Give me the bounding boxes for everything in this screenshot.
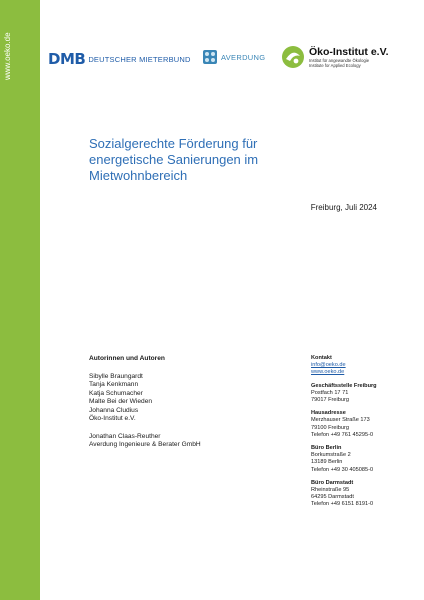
author-affiliation: Öko-Institut e.V. [89,415,136,422]
document-date: Freiburg, Juli 2024 [310,203,377,212]
office-line: Borkumstraße 2 [311,452,351,459]
oeko-logo-name: Öko-Institut e.V. [309,45,389,58]
title-line: Mietwohnbereich [89,168,188,183]
oeko-logo [280,44,389,70]
averdung-logo-text: AVERDUNG [221,52,266,62]
office-line: Postfach 17 71 [311,389,349,396]
document-title [89,136,319,184]
authors-heading: Autorinnen und Autoren [89,355,165,362]
oeko-logo-subtitle-de: Institut für angewandte Ökologie [309,57,370,63]
oeko-logo-icon [280,44,306,70]
dmb-logo-text: DEUTSCHER MIETERBUND [88,54,191,64]
office-line: 79100 Freiburg [311,424,349,431]
contact-block [311,355,416,509]
author-name: Jonathan Claas-Reuther [89,432,161,440]
dmb-logo-mark: DMB [48,50,86,68]
office-line: 79017 Freiburg [311,397,349,404]
contact-heading: Kontakt [311,355,332,361]
office-line: Rheinstraße 95 [311,487,350,494]
dmb-logo [48,50,191,68]
authors-block [89,355,289,450]
office-line: Telefon +49 761 45295-0 [311,431,374,438]
averdung-logo [203,50,265,64]
office-line: Merzhauser Straße 173 [311,417,370,424]
title-line: energetische Sanierungen im [89,152,259,167]
author-name: Katja Schumacher [89,389,143,397]
office-label: Hausadresse [311,410,346,417]
office-line: 64295 Darmstadt [311,494,354,501]
office-label: Büro Berlin [311,445,342,452]
author-name: Malte Bei der Wieden [89,398,153,405]
office-label: Geschäftsstelle Freiburg [311,382,377,389]
title-line: Sozialgerechte Förderung für [89,136,258,151]
contact-web-link[interactable]: www.oeko.de [311,369,345,376]
office-line: Telefon +49 30 405085-0 [311,466,374,473]
office-line: Telefon +49 6151 8191-0 [311,501,374,508]
office-label: Büro Darmstadt [311,479,354,486]
logo-row [48,44,418,74]
author-affiliation: Averdung Ingenieure & Berater GmbH [89,441,201,448]
office-line: 13189 Berlin [311,459,343,466]
averdung-logo-icon [203,50,217,64]
oeko-logo-subtitle-en: Institute for Applied Ecology [309,62,361,68]
author-name: Sibylle Braungardt [89,372,143,380]
author-name: Johanna Cludius [89,406,139,414]
author-name: Tanja Kenkmann [89,381,139,388]
sidebar-url: www.oeko.de [3,32,12,80]
contact-email-link[interactable]: info@oeko.de [311,362,346,369]
sidebar-bar [0,0,40,600]
